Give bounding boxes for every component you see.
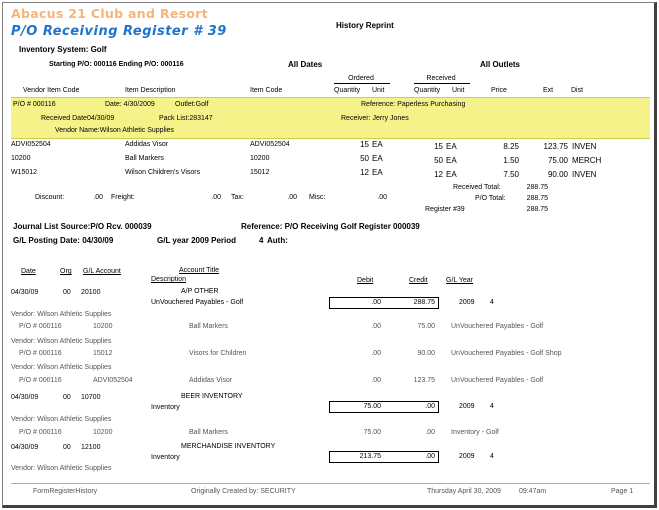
gl-entry-title: BEER INVENTORY: [181, 393, 243, 400]
gl-entry-description: Inventory: [151, 404, 180, 411]
gl-col-account-title: Account Title: [179, 267, 220, 274]
gl-detail-po: P/O # 000116: [19, 377, 62, 384]
gl-detail-description: Visors for Children: [189, 350, 247, 357]
gl-entry-year: 2009: [459, 403, 475, 410]
gl-detail-po: P/O # 000116: [19, 429, 62, 436]
gl-detail-credit: 123.75: [413, 377, 435, 384]
item-description: Addidas Visor: [125, 141, 169, 148]
item-dist: INVEN: [572, 170, 597, 179]
item-received-qty: 12: [434, 170, 443, 179]
gl-col-credit: Credit: [409, 277, 428, 284]
gl-entry-date: 04/30/09: [11, 394, 39, 401]
gl-entry-debit: .00: [371, 299, 381, 306]
item-vendor-code: W15012: [11, 169, 38, 176]
po-date: Date: 4/30/2009: [105, 101, 155, 108]
gl-entry-description: UnVouchered Payables - Golf: [151, 299, 244, 306]
item-vendor-code: ADVI052504: [11, 141, 51, 148]
journal-source: Journal List Source:P/O Rcv. 000039: [13, 222, 152, 231]
gl-entry-title: A/P OTHER: [181, 288, 219, 295]
gl-detail-credit: 90.00: [417, 350, 435, 357]
gl-vendor-line: Vendor: Wilson Athletic Supplies: [11, 364, 112, 371]
item-price: 1.50: [503, 156, 519, 165]
item-vendor-code: 10200: [11, 155, 31, 162]
gl-entry-date: 04/30/09: [11, 444, 39, 451]
gl-col-account: G/L Account: [83, 268, 121, 275]
register-label: Register #39: [425, 206, 465, 213]
gl-entry-year: 2009: [459, 453, 475, 460]
gl-entry-credit: 288.75: [413, 299, 435, 306]
gl-detail-description: Ball Markers: [189, 323, 228, 330]
gl-entry-credit: .00: [425, 453, 435, 460]
freight-value: .00: [211, 194, 221, 201]
gl-detail-description: Ball Markers: [189, 429, 228, 436]
inventory-system: Inventory System: Golf: [19, 45, 107, 54]
gl-entry-account: 12100: [81, 444, 101, 451]
item-ordered-qty: 12: [360, 168, 369, 177]
gl-entry-period: 4: [490, 403, 494, 410]
gl-vendor-line: Vendor: Wilson Athletic Supplies: [11, 311, 112, 318]
gl-detail-code: ADVI052504: [93, 377, 133, 384]
gl-detail-account: Inventory - Golf: [451, 429, 499, 436]
item-price: 7.50: [503, 170, 519, 179]
col-ordered-unit: Unit: [372, 87, 385, 94]
footer-rule: [11, 483, 650, 484]
col-ext: Ext: [543, 87, 554, 94]
gl-detail-account: UnVouchered Payables - Golf Shop: [451, 350, 562, 357]
gl-vendor-line: Vendor: Wilson Athletic Supplies: [11, 338, 112, 345]
gl-detail-code: 10200: [93, 429, 113, 436]
gl-detail-credit: .00: [425, 429, 435, 436]
item-code: ADVI052504: [250, 141, 290, 148]
footer-created-by: Originally Created by: SECURITY: [191, 488, 296, 495]
gl-detail-code: 10200: [93, 323, 113, 330]
po-total: 288.75: [526, 195, 548, 202]
item-received-unit: EA: [446, 156, 457, 165]
gl-entry-org: 00: [63, 289, 71, 296]
gl-col-date: Date: [21, 268, 36, 275]
item-code: 15012: [250, 169, 270, 176]
col-price: Price: [491, 87, 507, 94]
received-total: 288.75: [526, 184, 548, 191]
gl-entry-title: MERCHANDISE INVENTORY: [181, 443, 276, 450]
date-range: All Dates: [288, 60, 323, 69]
gl-detail-account: UnVouchered Payables - Golf: [451, 377, 544, 384]
item-received-qty: 50: [434, 156, 443, 165]
register-total: 288.75: [526, 206, 548, 213]
item-ordered-unit: EA: [372, 140, 383, 149]
gl-entry-account: 20100: [81, 289, 101, 296]
item-price: 8.25: [503, 142, 519, 151]
col-ordered-quantity: Quantity: [334, 87, 361, 94]
item-ordered-unit: EA: [372, 168, 383, 177]
gl-entry-org: 00: [63, 444, 71, 451]
item-code: 10200: [250, 155, 270, 162]
gl-detail-po: P/O # 000116: [19, 323, 62, 330]
ordered-rule: [334, 83, 390, 84]
report-page: [2, 2, 657, 508]
item-ordered-qty: 50: [360, 154, 369, 163]
item-received-qty: 15: [434, 142, 443, 151]
col-received-quantity: Quantity: [414, 87, 441, 94]
gl-entry-org: 00: [63, 394, 71, 401]
col-received-unit: Unit: [452, 87, 465, 94]
item-ordered-qty: 15: [360, 140, 369, 149]
gl-entry-account: 10700: [81, 394, 101, 401]
received-total-label: Received Total:: [453, 184, 501, 191]
item-received-unit: EA: [446, 170, 457, 179]
footer-time: 09:47am: [519, 488, 547, 495]
freight-label: Freight:: [111, 194, 135, 201]
gl-entry-year: 2009: [459, 299, 475, 306]
received-header: Received: [426, 75, 456, 82]
item-ext: 75.00: [547, 156, 568, 165]
col-dist: Dist: [571, 87, 584, 94]
gl-detail-code: 15012: [93, 350, 113, 357]
item-ordered-unit: EA: [372, 154, 383, 163]
item-description: Wilson Children's Visors: [125, 169, 201, 176]
gl-col-description: Description: [151, 276, 187, 283]
received-date: 04/30/09: [87, 115, 115, 122]
gl-year-period: G/L year 2009 Period: [157, 236, 237, 245]
item-ext: 123.75: [543, 142, 568, 151]
received-date-label: Received Date: [41, 115, 87, 122]
po-outlet: Outlet:Golf: [175, 101, 209, 108]
gl-entry-period: 4: [490, 299, 494, 306]
gl-detail-po: P/O # 000116: [19, 350, 62, 357]
gl-detail-description: Addidas Visor: [189, 377, 233, 384]
gl-entry-debit: 75.00: [363, 403, 381, 410]
pack-list: Pack List:283147: [159, 115, 213, 122]
po-total-label: P/O Total:: [475, 195, 506, 202]
item-ext: 90.00: [547, 170, 568, 179]
gl-entry-period: 4: [490, 453, 494, 460]
tax-value: .00: [287, 194, 297, 201]
gl-col-debit: Debit: [357, 277, 374, 284]
col-item-description: Item Description: [125, 87, 176, 94]
gl-entry-description: Inventory: [151, 454, 180, 461]
received-rule: [414, 83, 470, 84]
gl-entry-date: 04/30/09: [11, 289, 39, 296]
vendor-name: Vendor Name:Wilson Athletic Supplies: [55, 127, 175, 134]
gl-vendor-line: Vendor: Wilson Athletic Supplies: [11, 416, 112, 423]
tax-label: Tax:: [231, 194, 244, 201]
gl-col-org: Org: [60, 268, 72, 275]
gl-detail-credit: 75.00: [417, 323, 435, 330]
ordered-header: Ordered: [348, 75, 374, 82]
col-item-code: Item Code: [250, 87, 283, 94]
item-description: Ball Markers: [125, 155, 164, 162]
outlet-range: All Outlets: [480, 60, 521, 69]
misc-value: .00: [377, 194, 387, 201]
po-reference: Reference: Paperless Purchasing: [361, 101, 466, 108]
discount-label: Discount:: [35, 194, 65, 201]
gl-detail-debit: 75.00: [363, 429, 381, 436]
item-dist: MERCH: [572, 156, 602, 165]
gl-auth: Auth:: [267, 236, 288, 245]
item-dist: INVEN: [572, 142, 597, 151]
gl-detail-account: UnVouchered Payables - Golf: [451, 323, 544, 330]
po-range: Starting P/O: 000116 Ending P/O: 000116: [49, 61, 184, 68]
report-title: History Reprint: [336, 21, 394, 30]
item-received-unit: EA: [446, 142, 457, 151]
footer-date: Thursday April 30, 2009: [427, 488, 501, 495]
gl-vendor-line: Vendor: Wilson Athletic Supplies: [11, 465, 112, 472]
gl-detail-debit: .00: [371, 350, 381, 357]
misc-label: Misc:: [309, 194, 326, 201]
journal-reference: Reference: P/O Receiving Golf Register 000039: [241, 222, 420, 231]
po-number: P/O # 000116: [13, 101, 56, 108]
gl-period: 4: [259, 236, 264, 245]
gl-detail-debit: .00: [371, 323, 381, 330]
register-title: P/O Receiving Register # 39: [11, 24, 227, 39]
footer-form: FormRegisterHistory: [33, 488, 98, 495]
gl-entry-debit: 213.75: [359, 453, 381, 460]
footer-page: Page 1: [611, 488, 634, 495]
gl-entry-credit: .00: [425, 403, 435, 410]
gl-posting-date: G/L Posting Date: 04/30/09: [13, 236, 114, 245]
club-name: Abacus 21 Club and Resort: [11, 6, 208, 21]
gl-col-year: G/L Year: [446, 277, 473, 284]
discount-value: .00: [93, 194, 103, 201]
col-vendor-item-code: Vendor Item Code: [23, 87, 80, 94]
receiver: Receiver: Jerry Jones: [341, 115, 409, 122]
gl-detail-debit: .00: [371, 377, 381, 384]
